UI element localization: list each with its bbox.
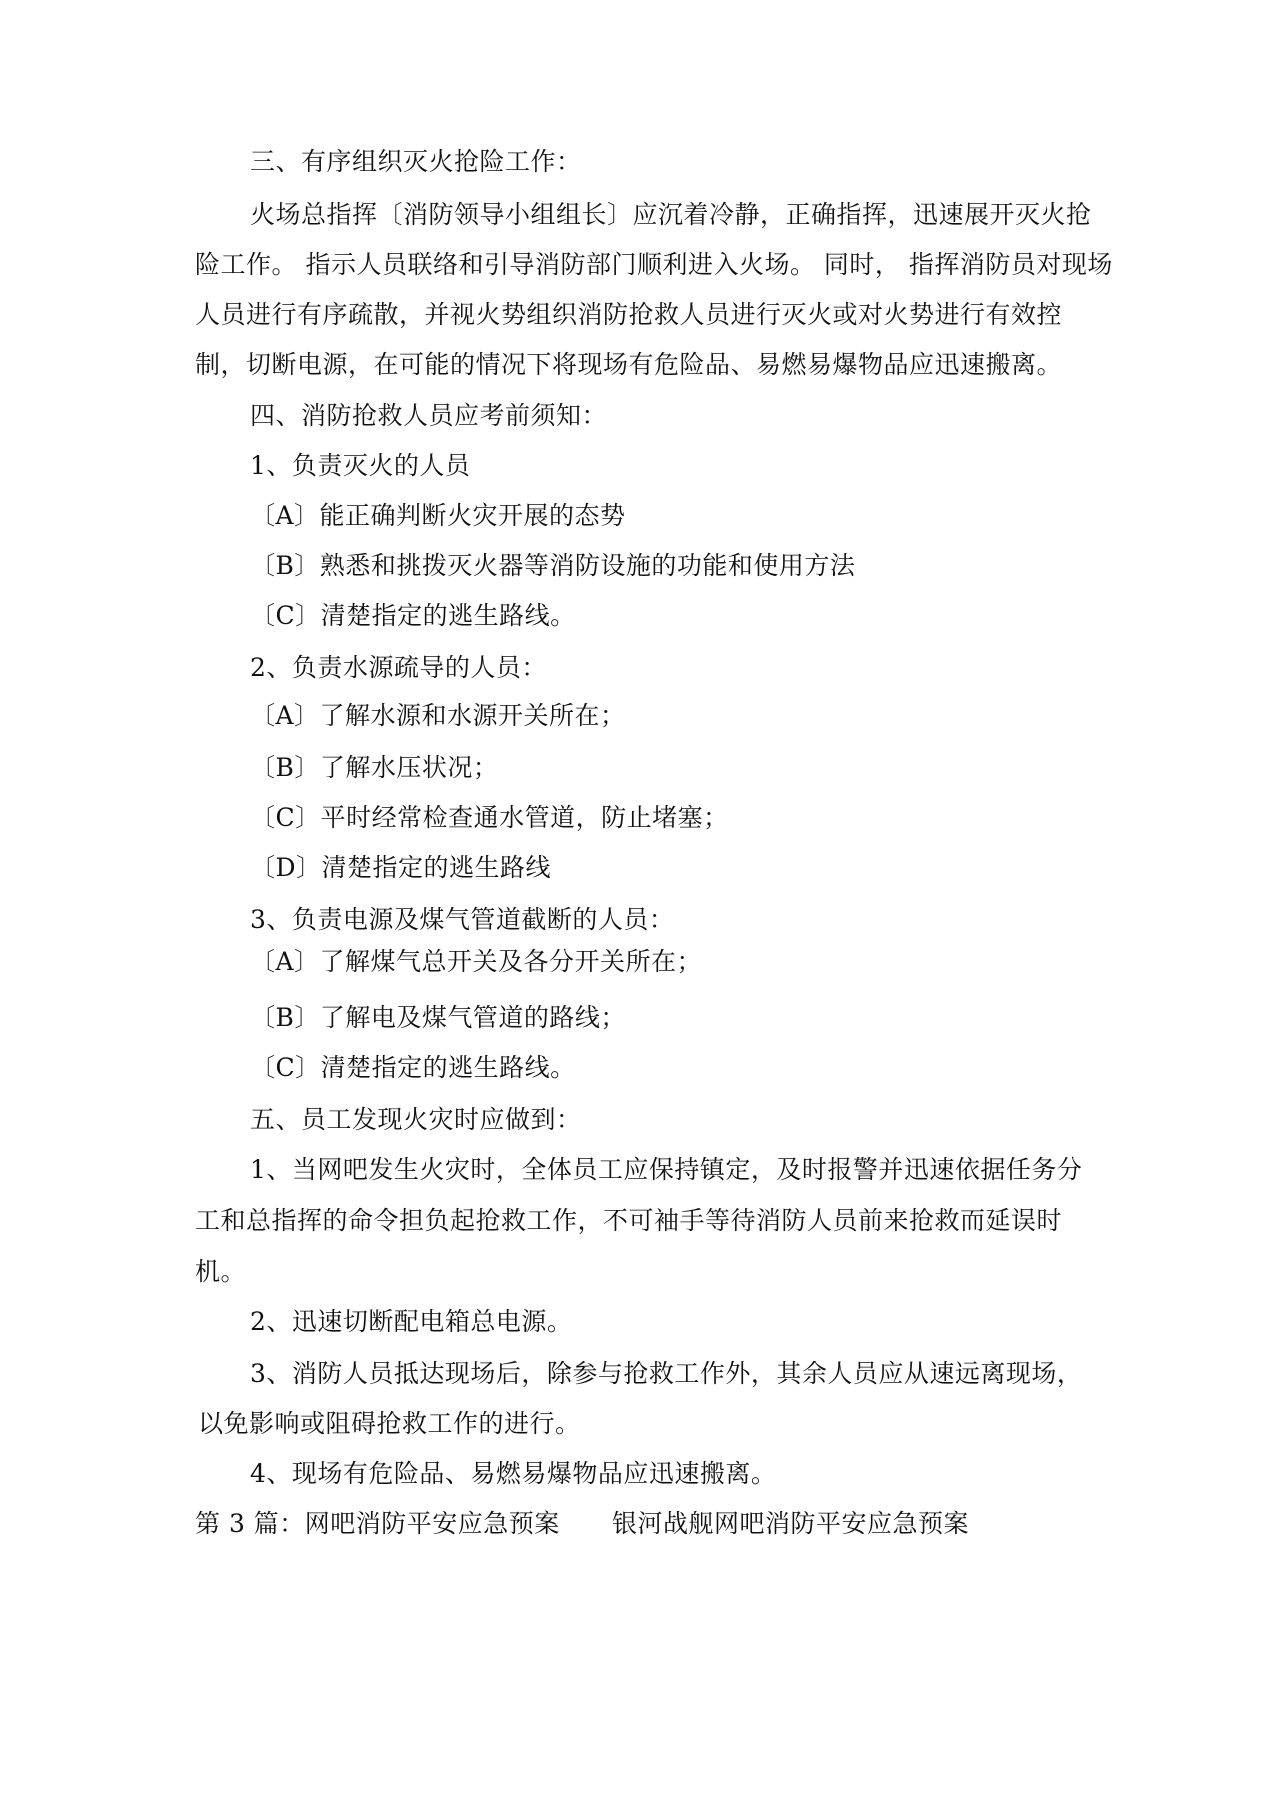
group-2-item: 〔B〕了解水压状况； xyxy=(250,753,499,782)
section-5-item-3-line: 以免影响或阻碍抢救工作的进行。 xyxy=(198,1409,581,1438)
section-5-item-2: 2、迅速切断配电箱总电源。 xyxy=(250,1307,573,1336)
group-3-item: 〔A〕了解煤气总开关及各分开关所在； xyxy=(250,947,703,976)
section-5-item-1-line: 工和总指挥的命令担负起抢救工作，不可袖手等待消防人员前来抢救而延误时 xyxy=(195,1206,1063,1235)
group-1-item: 〔B〕熟悉和挑拨灭火器等消防设施的功能和使用方法 xyxy=(250,551,856,580)
section-5-item-4: 4、现场有危险品、易燃易爆物品应迅速搬离。 xyxy=(250,1459,777,1488)
next-chapter-label: 第 3 篇：网吧消防平安应急预案 xyxy=(195,1509,560,1538)
section-3-paragraph-line: 险工作。 指示人员联络和引导消防部门顺利进入火场。 同时， 指挥消防员对现场 xyxy=(195,250,1113,279)
section-5-item-1-line: 机。 xyxy=(195,1257,247,1286)
section-3-paragraph-line: 火场总指挥〔消防领导小组组长〕应沉着冷静，正确指挥，迅速展开灭火抢 xyxy=(250,200,1092,229)
section-3-paragraph-line: 人员进行有序疏散，并视火势组织消防抢救人员进行灭火或对火势进行有效控 xyxy=(195,300,1063,329)
section-5-heading: 五、员工发现火灾时应做到： xyxy=(250,1105,582,1134)
group-2-title: 2、负责水源疏导的人员： xyxy=(250,653,547,682)
section-4-heading: 四、消防抢救人员应考前须知： xyxy=(250,401,608,430)
section-5-item-3-line: 3、消防人员抵达现场后，除参与抢救工作外，其余人员应从速远离现场， xyxy=(250,1359,1083,1388)
group-3-title: 3、负责电源及煤气管道截断的人员： xyxy=(250,905,675,934)
group-2-item: 〔D〕清楚指定的逃生路线 xyxy=(250,853,552,882)
section-3-heading: 三、有序组织灭火抢险工作： xyxy=(250,147,582,176)
section-3-paragraph-line: 制，切断电源，在可能的情况下将现场有危险品、易燃易爆物品应迅速搬离。 xyxy=(195,350,1063,379)
group-3-item: 〔C〕清楚指定的逃生路线。 xyxy=(250,1053,576,1082)
section-5-item-1-line: 1、当网吧发生火灾时，全体员工应保持镇定，及时报警并迅速依据任务分 xyxy=(250,1155,1083,1184)
group-1-item: 〔C〕清楚指定的逃生路线。 xyxy=(250,601,576,630)
group-1-item: 〔A〕能正确判断火灾开展的态势 xyxy=(250,501,626,530)
group-1-title: 1、负责灭火的人员 xyxy=(250,451,471,480)
group-2-item: 〔C〕平时经常检查通水管道，防止堵塞； xyxy=(250,803,729,832)
group-2-item: 〔A〕了解水源和水源开关所在； xyxy=(250,701,626,730)
next-chapter-subtitle: 银河战舰网吧消防平安应急预案 xyxy=(612,1509,970,1538)
group-3-item: 〔B〕了解电及煤气管道的路线； xyxy=(250,1003,626,1032)
